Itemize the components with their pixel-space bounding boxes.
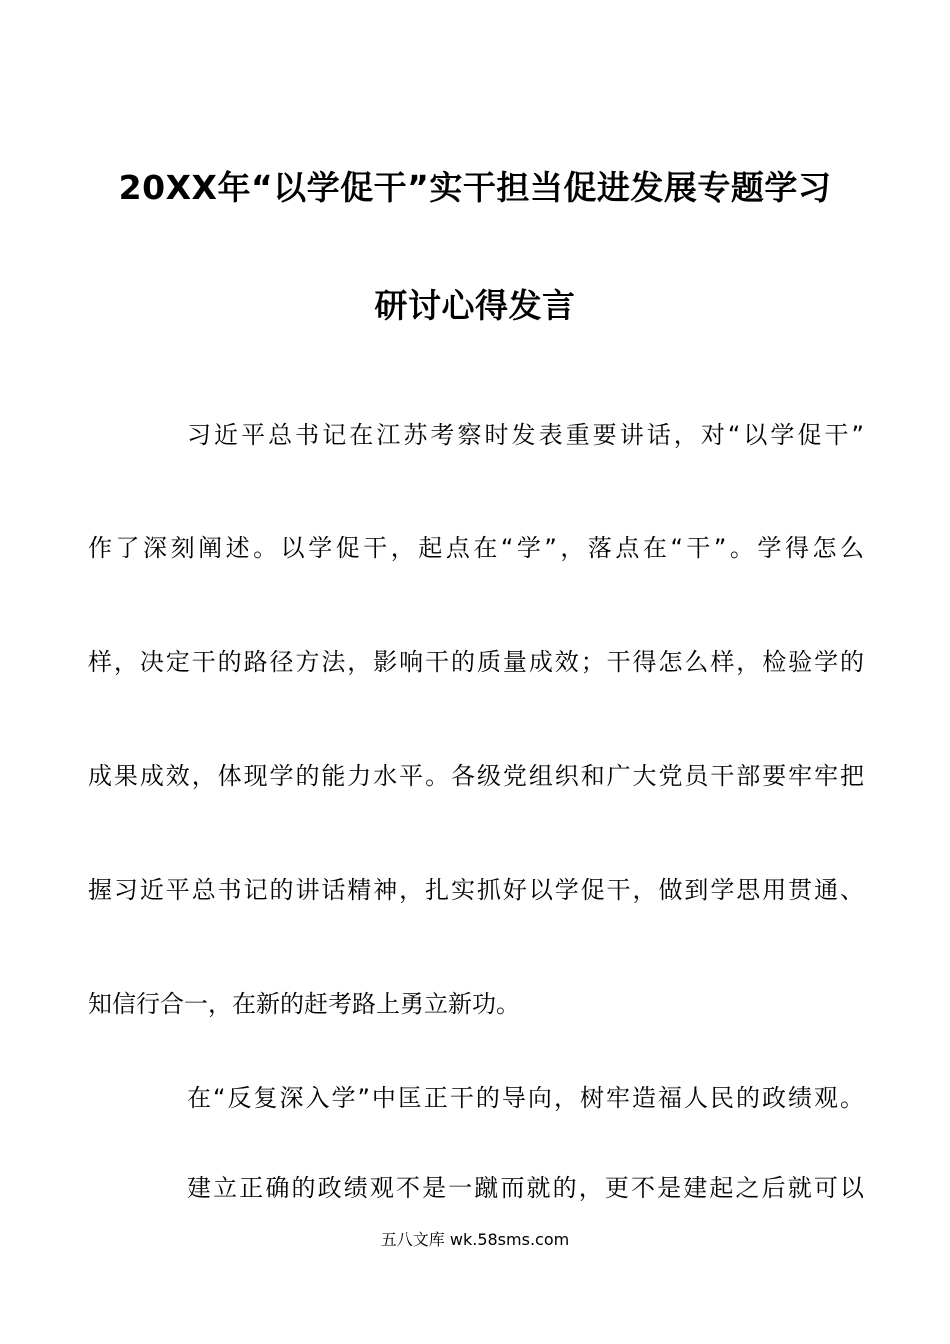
paragraph-3-line-1: 建立正确的政绩观不是一蹴而就的，更不是建起之后就可以 <box>187 1174 864 1202</box>
paragraph-1-line-2: 作了深刻阐述。以学促干，起点在“学”，落点在“干”。学得怎么 <box>88 534 864 562</box>
paragraph-1-line-4: 成果成效，体现学的能力水平。各级党组织和广大党员干部要牢牢把 <box>88 762 864 790</box>
paragraph-1-line-6: 知信行合一，在新的赶考路上勇立新功。 <box>88 990 520 1018</box>
paragraph-1-line-1: 习近平总书记在江苏考察时发表重要讲话，对“以学促干” <box>187 421 864 449</box>
paragraph-1-line-5: 握习近平总书记的讲话精神，扎实抓好以学促干，做到学思用贯通、 <box>88 876 864 904</box>
paragraph-2-line-1: 在“反复深入学”中匡正干的导向，树牢造福人民的政绩观。 <box>187 1084 864 1112</box>
document-title-line-2: 研讨心得发言 <box>374 286 576 325</box>
document-title-line-1: 20XX年“以学促干”实干担当促进发展专题学习 <box>118 168 832 207</box>
paragraph-1-line-3: 样，决定干的路径方法，影响干的质量成效；干得怎么样，检验学的 <box>88 648 864 676</box>
footer-watermark: 五八文库 wk.58sms.com <box>380 1230 570 1249</box>
